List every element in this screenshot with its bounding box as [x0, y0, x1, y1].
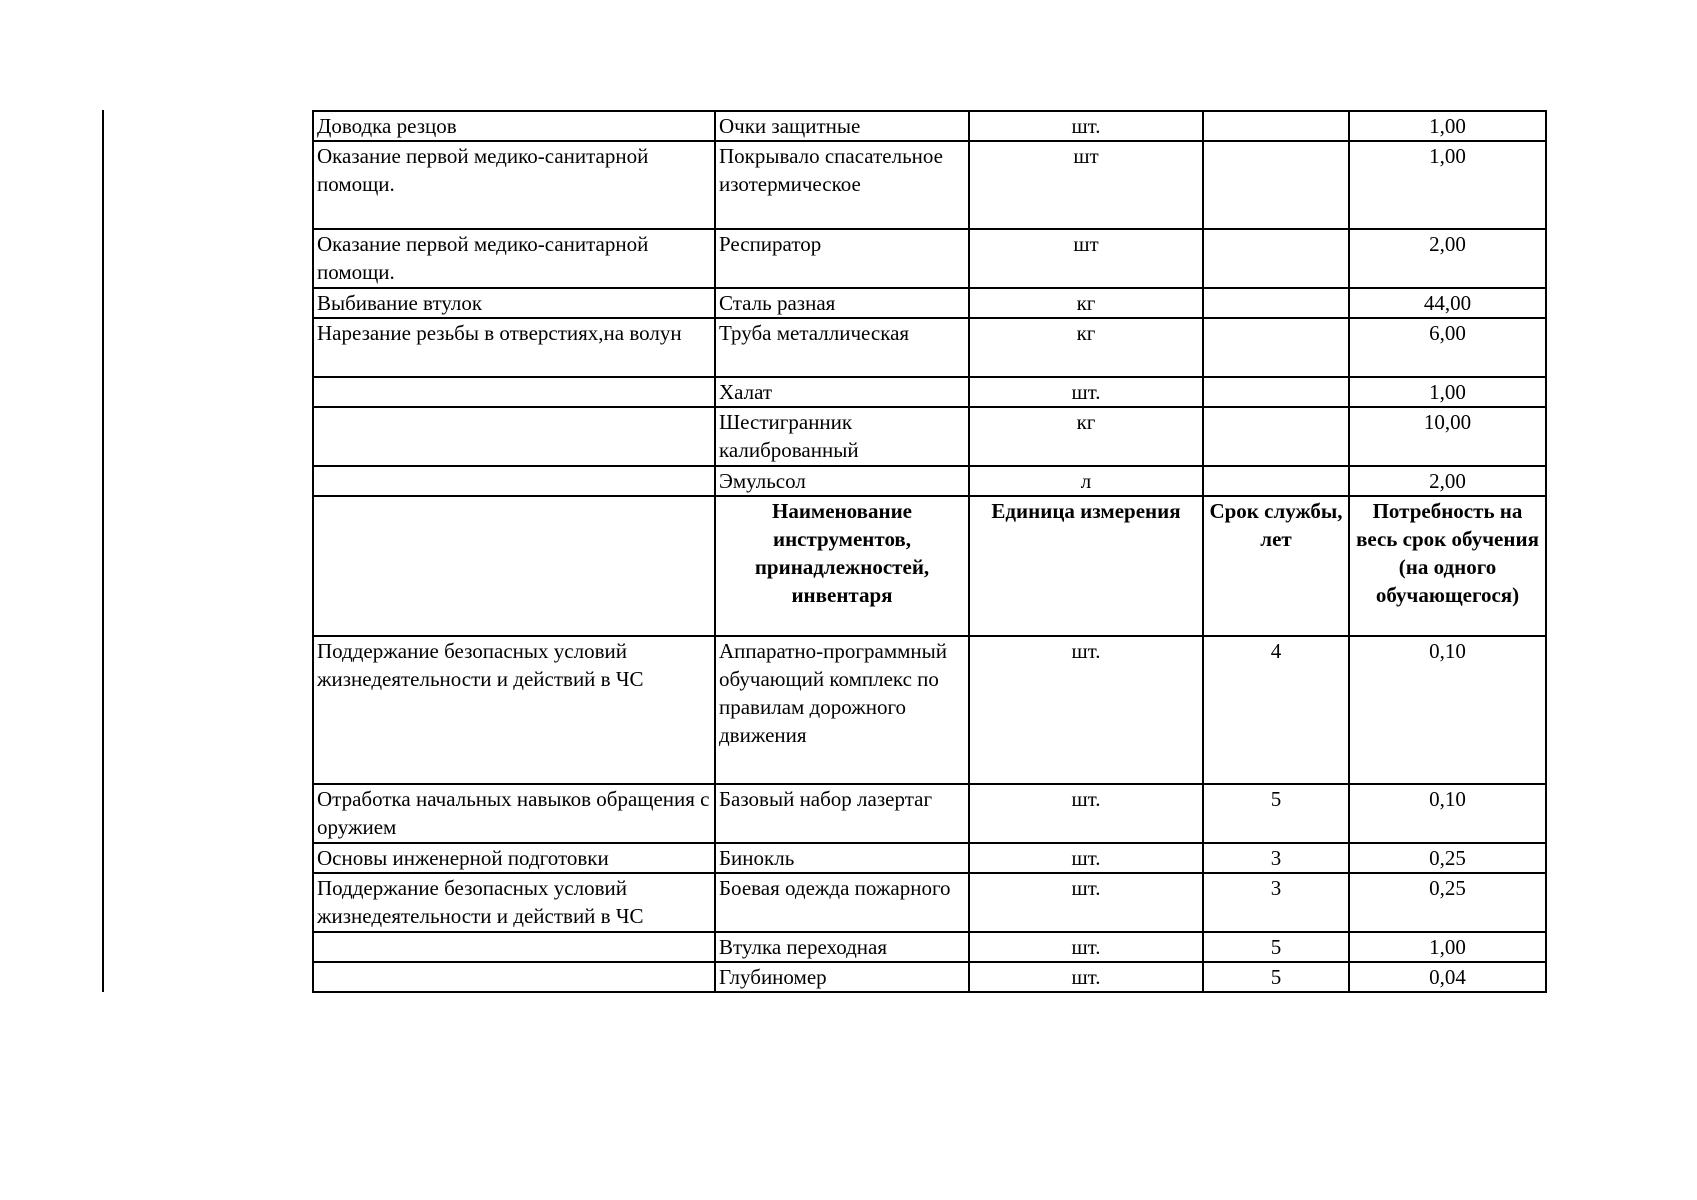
activity-cell: Поддержание безопасных условий жизнедеятельности и действий в ЧС — [313, 873, 715, 932]
table-row — [313, 932, 1546, 962]
activity-cell — [313, 932, 715, 962]
unit-cell: шт — [969, 229, 1203, 288]
activity-cell: Выбивание втулок — [313, 288, 715, 318]
activity-cell: Оказание первой медико-санитарной помощи. — [313, 229, 715, 288]
life-cell — [1203, 229, 1349, 288]
need-cell: 6,00 — [1349, 318, 1546, 377]
table-row — [313, 377, 1546, 407]
need-cell: 2,00 — [1349, 466, 1546, 496]
life-cell — [1203, 407, 1349, 466]
need-cell: 1,00 — [1349, 932, 1546, 962]
need-cell: 1,00 — [1349, 141, 1546, 229]
item-cell: Бинокль — [715, 843, 969, 873]
item-cell: Халат — [715, 377, 969, 407]
table-header-row — [313, 496, 1546, 636]
item-cell: Сталь разная — [715, 288, 969, 318]
equipment-table — [312, 110, 1547, 993]
page-margin-line — [102, 110, 104, 992]
activity-cell: Основы инженерной подготовки — [313, 843, 715, 873]
life-cell — [1203, 288, 1349, 318]
table-row — [313, 962, 1546, 992]
activity-cell — [313, 407, 715, 466]
activity-cell: Поддержание безопасных условий жизнедеятельности и действий в ЧС — [313, 636, 715, 784]
table-row — [313, 784, 1546, 843]
unit-cell: шт. — [969, 636, 1203, 784]
item-cell: Шестигранник калиброванный — [715, 407, 969, 466]
unit-cell: шт. — [969, 962, 1203, 992]
unit-cell: кг — [969, 288, 1203, 318]
item-cell: Эмульсол — [715, 466, 969, 496]
life-cell — [1203, 318, 1349, 377]
unit-cell: кг — [969, 407, 1203, 466]
header-item-cell: Наименование инструментов, принадлежностей, инвентаря — [715, 496, 969, 636]
item-cell: Респиратор — [715, 229, 969, 288]
table-row — [313, 466, 1546, 496]
need-cell: 1,00 — [1349, 111, 1546, 141]
table-row — [313, 843, 1546, 873]
table-row — [313, 288, 1546, 318]
table-row — [313, 111, 1546, 141]
activity-cell — [313, 466, 715, 496]
item-cell: Покрывало спасательное изотермическое — [715, 141, 969, 229]
activity-cell: Нарезание резьбы в отверстиях,на волун — [313, 318, 715, 377]
life-cell: 3 — [1203, 873, 1349, 932]
life-cell: 4 — [1203, 636, 1349, 784]
item-cell: Очки защитные — [715, 111, 969, 141]
header-need-cell: Потребность на весь срок обучения (на одного обучающегося) — [1349, 496, 1546, 636]
item-cell: Боевая одежда пожарного — [715, 873, 969, 932]
unit-cell: шт. — [969, 932, 1203, 962]
need-cell: 0,25 — [1349, 873, 1546, 932]
table-row — [313, 636, 1546, 784]
activity-cell: Оказание первой медико-санитарной помощи. — [313, 141, 715, 229]
item-cell: Втулка переходная — [715, 932, 969, 962]
life-cell: 5 — [1203, 962, 1349, 992]
item-cell: Аппаратно-программный обучающий комплекс по правилам дорожного движения — [715, 636, 969, 784]
unit-cell: шт. — [969, 784, 1203, 843]
header-life-cell: Срок службы, лет — [1203, 496, 1349, 636]
unit-cell: л — [969, 466, 1203, 496]
need-cell: 44,00 — [1349, 288, 1546, 318]
need-cell: 0,10 — [1349, 784, 1546, 843]
table-row — [313, 141, 1546, 229]
unit-cell: кг — [969, 318, 1203, 377]
activity-cell: Отработка начальных навыков обращения с оружием — [313, 784, 715, 843]
table-row — [313, 229, 1546, 288]
life-cell: 3 — [1203, 843, 1349, 873]
unit-cell: шт. — [969, 111, 1203, 141]
need-cell: 1,00 — [1349, 377, 1546, 407]
life-cell — [1203, 377, 1349, 407]
table-row — [313, 407, 1546, 466]
table-row — [313, 318, 1546, 377]
item-cell: Глубиномер — [715, 962, 969, 992]
activity-cell — [313, 962, 715, 992]
unit-cell: шт. — [969, 377, 1203, 407]
header-unit-cell: Единица измерения — [969, 496, 1203, 636]
header-activity-cell — [313, 496, 715, 636]
life-cell: 5 — [1203, 932, 1349, 962]
item-cell: Труба металлическая — [715, 318, 969, 377]
need-cell: 0,10 — [1349, 636, 1546, 784]
life-cell — [1203, 141, 1349, 229]
life-cell — [1203, 466, 1349, 496]
unit-cell: шт. — [969, 843, 1203, 873]
life-cell — [1203, 111, 1349, 141]
unit-cell: шт — [969, 141, 1203, 229]
need-cell: 0,04 — [1349, 962, 1546, 992]
life-cell: 5 — [1203, 784, 1349, 843]
need-cell: 0,25 — [1349, 843, 1546, 873]
item-cell: Базовый набор лазертаг — [715, 784, 969, 843]
need-cell: 2,00 — [1349, 229, 1546, 288]
table-row — [313, 873, 1546, 932]
unit-cell: шт. — [969, 873, 1203, 932]
need-cell: 10,00 — [1349, 407, 1546, 466]
activity-cell: Доводка резцов — [313, 111, 715, 141]
activity-cell — [313, 377, 715, 407]
